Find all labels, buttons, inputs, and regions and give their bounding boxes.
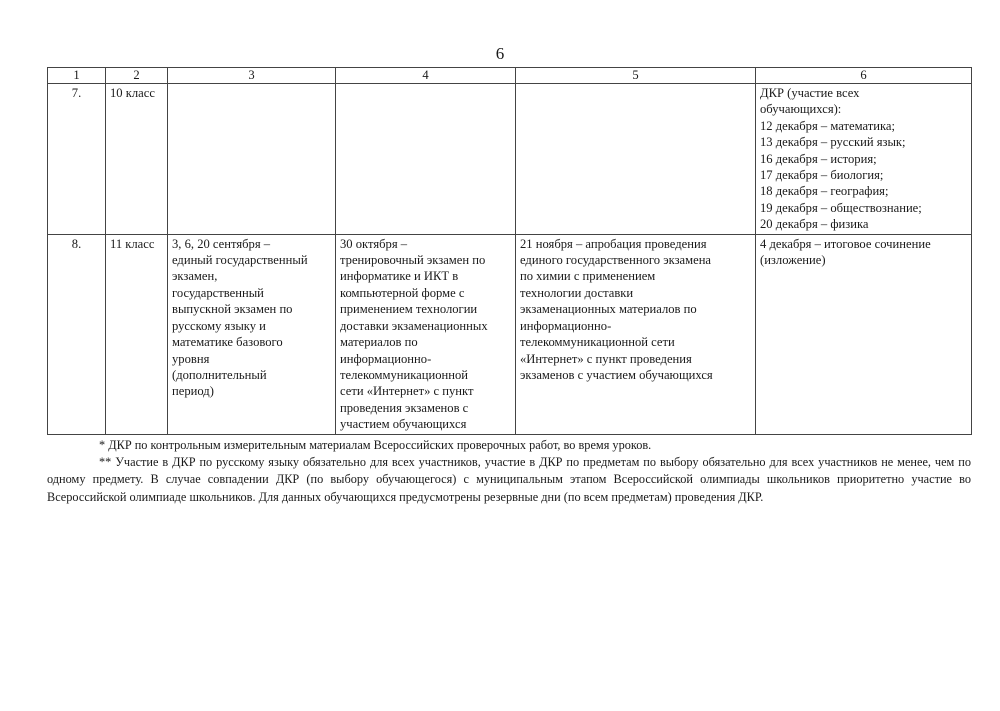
- row-number-cell: 7.: [48, 84, 106, 235]
- cell-line: 4 декабря – итоговое сочинение: [760, 236, 931, 251]
- header-col-5: 5: [516, 68, 756, 84]
- cell-line: 16 декабря – история;: [760, 151, 877, 166]
- cell-line: 13 декабря – русский язык;: [760, 135, 906, 150]
- cell-line: 17 декабря – биология;: [760, 168, 884, 183]
- cell-line: по химии с применением: [520, 269, 656, 284]
- cell-line: материалов по: [340, 335, 418, 350]
- event-cell-col4: [336, 84, 516, 235]
- schedule-table: [47, 67, 972, 435]
- cell-line: 21 ноября – апробация проведения: [520, 236, 707, 251]
- cell-line: участием обучающихся: [340, 417, 467, 432]
- cell-line: технологии доставки: [520, 285, 634, 300]
- event-cell-col3: [168, 84, 336, 235]
- cell-line: 18 декабря – география;: [760, 184, 889, 199]
- cell-line: экзаменационных материалов по: [520, 302, 697, 317]
- event-cell-col5: [516, 234, 756, 434]
- cell-line: (дополнительный: [172, 367, 267, 382]
- cell-line: 19 декабря – обществознание;: [760, 200, 922, 215]
- cell-line: единый государственный: [172, 253, 308, 268]
- cell-line: 20 декабря – физика: [760, 217, 869, 232]
- table-row: [48, 84, 972, 235]
- cell-line: период): [172, 384, 214, 399]
- cell-line: информатике и ИКТ в: [340, 269, 459, 284]
- header-col-2: 2: [106, 68, 168, 84]
- cell-line: тренировочный экзамен по: [340, 253, 486, 268]
- cell-line: экзамен,: [172, 269, 218, 284]
- cell-line: применением технологии: [340, 302, 478, 317]
- header-col-1: 1: [48, 68, 106, 84]
- cell-line: информационно-: [520, 318, 612, 333]
- cell-line: телекоммуникационной: [340, 367, 469, 382]
- event-cell-col5: [516, 84, 756, 235]
- event-cell-col3: [168, 234, 336, 434]
- cell-line: 12 декабря – математика;: [760, 118, 895, 133]
- cell-line: 30 октября –: [340, 236, 408, 251]
- cell-line: компьютерной форме с: [340, 285, 465, 300]
- cell-line: экзаменов с участием обучающихся: [520, 367, 713, 382]
- event-cell-col4: [336, 234, 516, 434]
- footnotes: [47, 437, 971, 506]
- event-cell-col6: [756, 234, 972, 434]
- event-cell-col6: [756, 84, 972, 235]
- table-header-row: [48, 68, 972, 84]
- footnote-2: ** Участие в ДКР по русскому языку обязательно для всех участников, участие в ДКР по предметам по выбору обязательно для всех участников не менее, чем по одному предмету. В случае совпадении ДКР (по выбору обучающегося) с муниципальным этапом Всероссийской олимпиады школьников приоритетно участие во Всероссийской олимпиаде школьников. Для данных обучающихся предусмотрены резервные дни (по всем предметам) проведения ДКР.: [47, 455, 971, 504]
- table-row: [48, 234, 972, 434]
- footnote-1: * ДКР по контрольным измерительным материалам Всероссийских проверочных работ, во время уроков.: [99, 438, 652, 452]
- cell-line: информационно-: [340, 351, 432, 366]
- cell-line: государственный: [172, 285, 264, 300]
- cell-line: доставки экзаменационных: [340, 318, 488, 333]
- grade-cell: 11 класс: [106, 234, 168, 434]
- page-number: 6: [495, 44, 505, 63]
- cell-line: математике базового: [172, 335, 283, 350]
- header-col-3: 3: [168, 68, 336, 84]
- header-col-4: 4: [336, 68, 516, 84]
- cell-line: выпускной экзамен по: [172, 302, 293, 317]
- row-number-cell: 8.: [48, 234, 106, 434]
- grade-cell: 10 класс: [106, 84, 168, 235]
- cell-line: 3, 6, 20 сентября –: [172, 236, 271, 251]
- cell-line: уровня: [172, 351, 210, 366]
- cell-line: телекоммуникационной сети: [520, 335, 675, 350]
- cell-line: единого государственного экзамена: [520, 253, 712, 268]
- cell-line: русскому языку и: [172, 318, 266, 333]
- cell-line: ДКР (участие всех: [760, 86, 860, 100]
- header-col-6: 6: [756, 68, 972, 84]
- cell-line: (изложение): [760, 253, 826, 268]
- cell-line: обучающихся):: [760, 102, 842, 117]
- cell-line: проведения экзаменов с: [340, 400, 469, 415]
- cell-line: сети «Интернет» с пункт: [340, 384, 474, 399]
- cell-line: «Интернет» с пункт проведения: [520, 351, 692, 366]
